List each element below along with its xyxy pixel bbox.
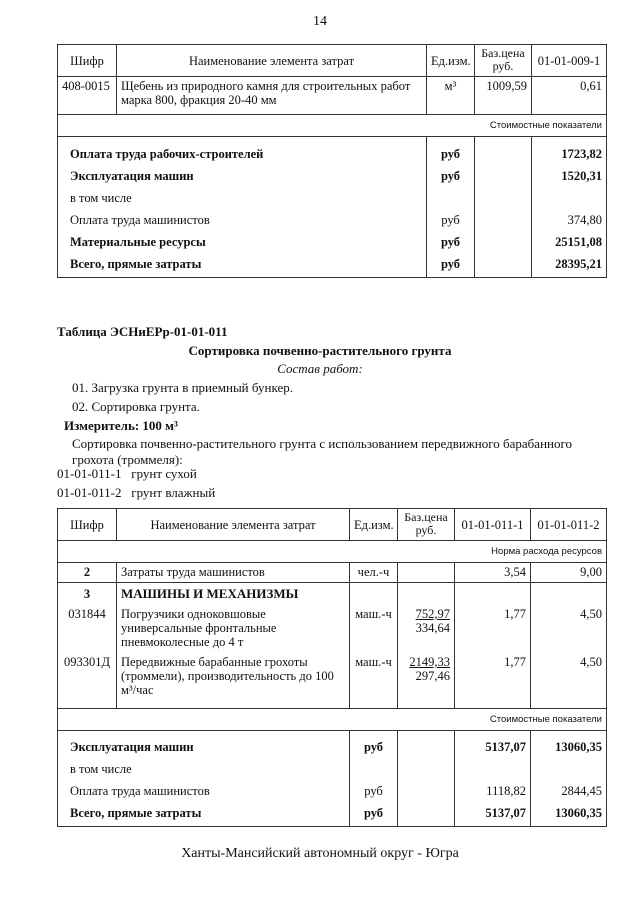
header-base-price: Баз.цена руб. (398, 509, 455, 541)
cost-price-empty (398, 731, 455, 827)
machine-price-total: 2149,33 (409, 655, 450, 669)
machine-price-total: 752,97 (415, 607, 450, 621)
labor-v1: 3,54 (455, 563, 531, 583)
machine-v2: 4,50 (580, 655, 602, 669)
cost-name: Эксплуатация машин (70, 740, 194, 754)
cost-value: 5137,07 (485, 806, 526, 820)
norm-label: Норма расхода ресурсов (58, 541, 607, 563)
section-title: Сортировка почвенно-растительного грунта (188, 343, 452, 358)
variant-item (57, 466, 197, 482)
cost-value: 1520,31 (561, 169, 602, 183)
cost-name: Оплата труда рабочих-строителей (70, 147, 264, 161)
header-code: Шифр (58, 509, 117, 541)
machines-block (58, 583, 607, 709)
cost-v2 (531, 731, 607, 827)
machine-name: Передвижные барабанные грохоты (троммели), производительность до 100 м³/час (121, 655, 334, 697)
variant-code: 01-01-011-1 (57, 466, 122, 481)
section-label: Стоимостные показатели (58, 709, 607, 731)
machines-section-code: 3 (83, 587, 91, 601)
cost-name: Оплата труда машинистов (70, 784, 210, 798)
header-col2: 01-01-011-2 (531, 509, 607, 541)
cost-name: Всего, прямые затраты (70, 257, 202, 271)
machines-codes (58, 583, 117, 709)
header-name: Наименование элемента затрат (117, 45, 427, 77)
labor-unit: чел.-ч (350, 563, 398, 583)
cost-unit: руб (441, 213, 460, 227)
header-col1: 01-01-011-1 (455, 509, 531, 541)
cost-value: 1118,82 (486, 784, 526, 798)
header-code: Шифр (58, 45, 117, 77)
machine-price-wage: 334,64 (415, 621, 450, 635)
variant-label: грунт сухой (131, 466, 197, 481)
cost-value: 1723,82 (561, 147, 602, 161)
machine-unit: маш.-ч (355, 607, 392, 621)
work-item: 02. Сортировка грунта. (72, 399, 200, 414)
work-item: 01. Загрузка грунта в приемный бункер. (72, 380, 293, 395)
cost-value: 5137,07 (485, 740, 526, 754)
labor-code: 2 (58, 563, 117, 583)
machine-v2: 4,50 (580, 607, 602, 621)
variant-item (57, 485, 215, 501)
row-price: 1009,59 (475, 77, 532, 115)
description: Сортировка почвенно-растительного грунта с использованием передвижного барабанного грохота (троммеля): (72, 436, 572, 467)
cost-price-empty (475, 137, 532, 278)
header-col: 01-01-009-1 (532, 45, 607, 77)
machine-unit: маш.-ч (355, 655, 392, 669)
cost-name: Оплата труда машинистов (70, 213, 210, 227)
machines-units (350, 583, 398, 709)
header-unit: Ед.изм. (350, 509, 398, 541)
machines-v1 (455, 583, 531, 709)
cost-unit (354, 758, 393, 780)
machines-names (117, 583, 350, 709)
cost-value: 25151,08 (555, 235, 602, 249)
cost-name: Эксплуатация машин (70, 169, 194, 183)
table-resources-1 (57, 44, 607, 278)
cost-names (58, 731, 350, 827)
machine-price-wage: 297,46 (415, 669, 450, 683)
machines-section-title: МАШИНЫ И МЕХАНИЗМЫ (121, 586, 299, 601)
cost-value: 13060,35 (555, 740, 602, 754)
section-label-row (58, 115, 607, 137)
cost-unit (431, 187, 470, 209)
machine-v1: 1,77 (504, 607, 526, 621)
cost-unit: руб (440, 147, 461, 161)
cost-value (535, 758, 602, 780)
machines-v2 (531, 583, 607, 709)
header-name: Наименование элемента затрат (117, 509, 350, 541)
labor-v2: 9,00 (531, 563, 607, 583)
machine-price (402, 607, 450, 655)
table-header-row (58, 509, 607, 541)
page-number: 14 (313, 14, 327, 29)
labor-row (58, 563, 607, 583)
cost-unit: руб (440, 169, 461, 183)
machine-code: 093301Д (63, 655, 111, 669)
cost-value: 2844,45 (561, 784, 602, 798)
cost-block (58, 731, 607, 827)
cost-name: в том числе (70, 191, 132, 205)
row-code: 408-0015 (58, 77, 117, 115)
section-label: Стоимостные показатели (58, 115, 607, 137)
cost-names (58, 137, 427, 278)
row-name: Щебень из природного камня для строительных работ марка 800, фракция 20-40 мм (117, 77, 427, 115)
cost-unit: руб (364, 784, 383, 798)
cost-value: 28395,21 (555, 257, 602, 271)
header-unit: Ед.изм. (427, 45, 475, 77)
table-id: Таблица ЭСНиЕРр-01-01-011 (57, 324, 228, 339)
labor-price (398, 563, 455, 583)
cost-values (532, 137, 607, 278)
cost-value (536, 187, 602, 209)
cost-name: Материальные ресурсы (70, 235, 206, 249)
norm-label-row (58, 541, 607, 563)
row-unit: м³ (427, 77, 475, 115)
cost-v1 (455, 731, 531, 827)
cost-units (350, 731, 398, 827)
machine-code: 031844 (68, 607, 106, 621)
table-resources-2 (57, 508, 607, 827)
cost-unit: руб (440, 235, 461, 249)
cost-value (459, 758, 526, 780)
meter-label: Измеритель: 100 м³ (64, 418, 178, 433)
cost-name: в том числе (70, 762, 132, 776)
table-header-row (58, 45, 607, 77)
variant-code: 01-01-011-2 (57, 485, 122, 500)
composition-label: Состав работ: (277, 361, 363, 376)
cost-units (427, 137, 475, 278)
cost-name: Всего, прямые затраты (70, 806, 202, 820)
machine-name: Погрузчики одноковшовые универсальные фронтальные пневмоколесные до 4 т (121, 607, 277, 649)
page-footer: Ханты-Мансийский автономный округ - Югра (181, 846, 459, 861)
cost-value: 13060,35 (555, 806, 602, 820)
labor-name: Затраты труда машинистов (117, 563, 350, 583)
cost-unit: руб (363, 740, 384, 754)
header-base-price: Баз.цена руб. (475, 45, 532, 77)
row-value: 0,61 (532, 77, 607, 115)
machine-price (402, 655, 450, 683)
variant-label: грунт влажный (131, 485, 216, 500)
cost-block (58, 137, 607, 278)
cost-unit: руб (440, 257, 461, 271)
machine-v1: 1,77 (504, 655, 526, 669)
cost-unit: руб (363, 806, 384, 820)
machines-prices (398, 583, 455, 709)
cost-value: 374,80 (567, 213, 602, 227)
table-row (58, 77, 607, 115)
section-label-row (58, 709, 607, 731)
